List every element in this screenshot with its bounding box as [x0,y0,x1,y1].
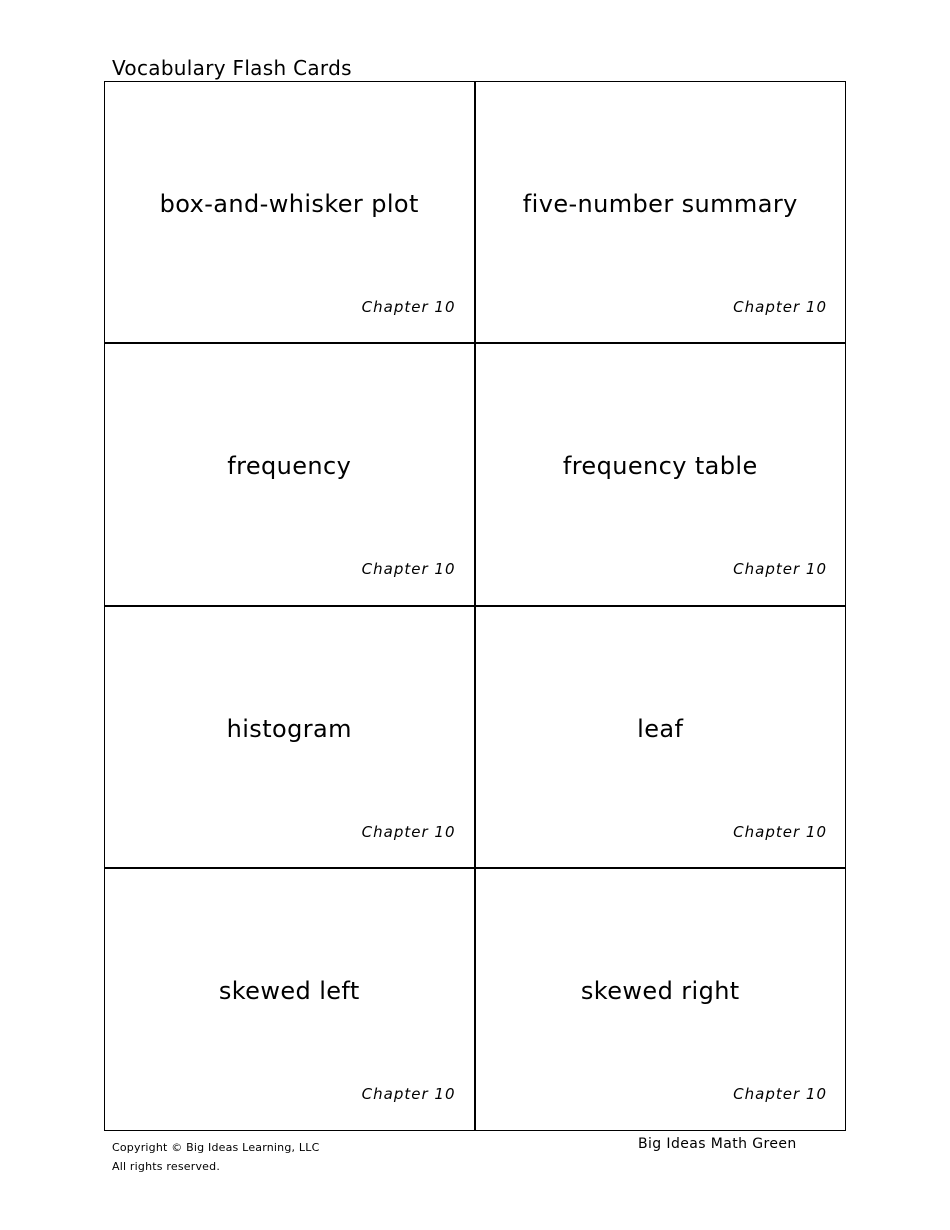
card-term: five-number summary [522,190,798,218]
card-term: frequency table [562,452,758,481]
footer-copyright [112,1138,319,1176]
flash-card [476,607,847,869]
card-chapter: Chapter 10 [361,1084,456,1103]
card-term: frequency [227,452,352,481]
card-term: box-and-whisker plot [159,190,419,218]
card-chapter: Chapter 10 [733,1084,827,1103]
card-chapter: Chapter 10 [733,560,827,579]
flash-card [476,82,847,344]
card-term: skewed left [218,976,360,1005]
card-chapter: Chapter 10 [733,298,827,316]
card-term: skewed right [580,976,740,1005]
card-chapter: Chapter 10 [361,298,456,316]
card-chapter: Chapter 10 [361,822,456,841]
flash-card [105,869,476,1131]
flash-card-grid [104,81,846,1131]
flash-card [476,869,847,1131]
card-chapter: Chapter 10 [733,822,827,841]
card-term: leaf [637,714,684,743]
flash-card [105,82,476,344]
page-title: Vocabulary Flash Cards [112,56,352,80]
rights-text: All rights reserved. [112,1160,221,1173]
flash-card [105,344,476,606]
flash-card [476,344,847,606]
card-term: histogram [226,714,352,743]
card-chapter: Chapter 10 [361,560,456,579]
flash-card [105,607,476,869]
footer-brand: Big Ideas Math Green [638,1136,797,1152]
copyright-text: Copyright © Big Ideas Learning, LLC [112,1141,320,1154]
